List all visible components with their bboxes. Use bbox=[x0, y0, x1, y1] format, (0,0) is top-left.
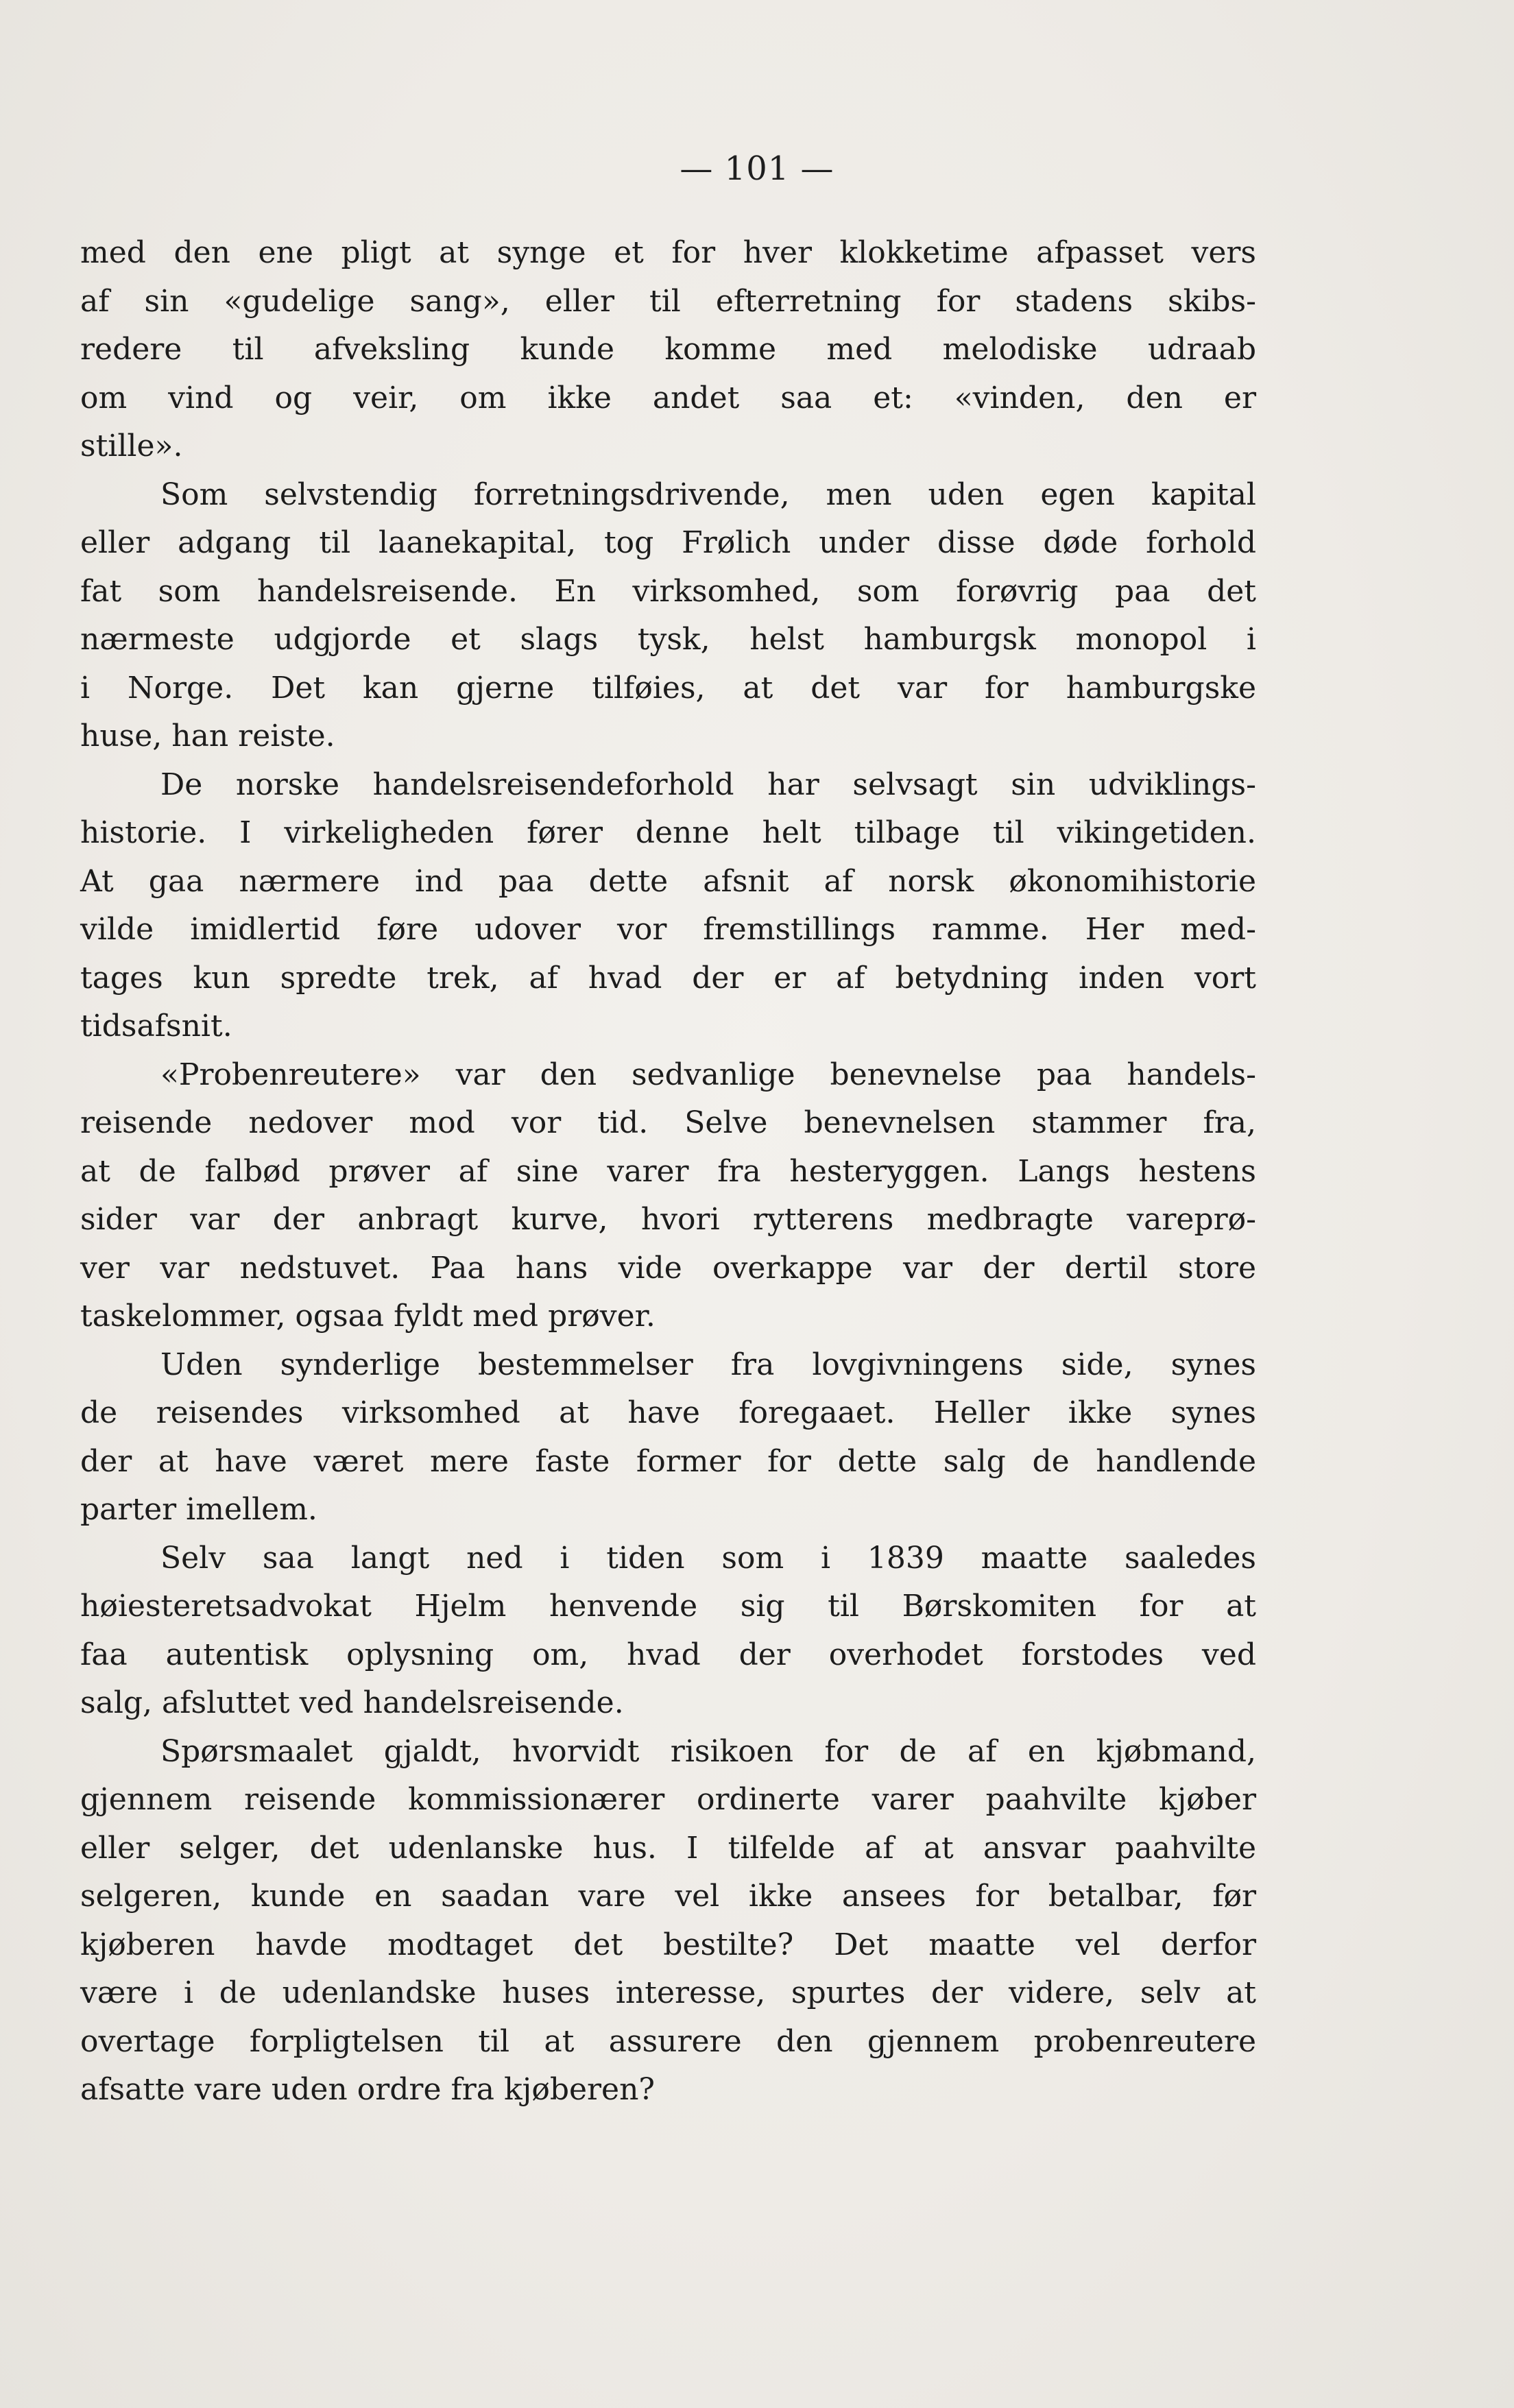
text-line: faa autentisk oplysning om, hvad der overhodet forstodes ved bbox=[80, 1637, 1256, 1672]
page-number: — 101 — bbox=[680, 149, 834, 188]
text-line: eller adgang til laanekapital, tog Frølich under disse døde forhold bbox=[80, 525, 1256, 560]
text-line: overtage forpligtelsen til at assurere den gjennem probenreutere bbox=[80, 2023, 1256, 2059]
text-line: «Probenreutere» var den sedvanlige benevnelse paa handels- bbox=[160, 1057, 1256, 1092]
body-text bbox=[80, 229, 1256, 2115]
text-line: ver var nedstuvet. Paa hans vide overkappe var der dertil store bbox=[80, 1250, 1256, 1286]
text-line: Spørsmaalet gjaldt, hvorvidt risikoen for de af en kjøbmand, bbox=[160, 1733, 1256, 1769]
text-line: nærmeste udgjorde et slags tysk, helst hamburgsk monopol i bbox=[80, 622, 1256, 657]
text-line: at de falbød prøver af sine varer fra hesteryggen. Langs hestens bbox=[80, 1153, 1256, 1189]
text-line: vilde imidlertid føre udover vor fremstillings ramme. Her med- bbox=[80, 912, 1256, 947]
text-line: salg, afsluttet ved handelsreisende. bbox=[80, 1685, 624, 1720]
text-line: Uden synderlige bestemmelser fra lovgivningens side, synes bbox=[160, 1347, 1256, 1382]
text-line: der at have været mere faste former for dette salg de handlende bbox=[80, 1443, 1256, 1479]
text-line: sider var der anbragt kurve, hvori rytterens medbragte vareprø- bbox=[80, 1202, 1256, 1237]
text-line: tidsafsnit. bbox=[80, 1009, 232, 1044]
text-line: Selv saa langt ned i tiden som i 1839 maatte saaledes bbox=[160, 1540, 1256, 1576]
text-line: selgeren, kunde en saadan vare vel ikke ansees for betalbar, før bbox=[80, 1879, 1256, 1914]
text-line: i Norge. Det kan gjerne tilføies, at det var for hamburgske bbox=[80, 670, 1256, 706]
text-line: med den ene pligt at synge et for hver klokketime afpasset vers bbox=[80, 235, 1256, 270]
text-line: fat som handelsreisende. En virksomhed, som forøvrig paa det bbox=[80, 573, 1256, 609]
text-line: historie. I virkeligheden fører denne helt tilbage til vikingetiden. bbox=[80, 815, 1256, 850]
text-line: Som selvstendig forretningsdrivende, men uden egen kapital bbox=[160, 477, 1256, 512]
text-line: høiesteretsadvokat Hjelm henvende sig til Børskomiten for at bbox=[80, 1589, 1256, 1624]
text-line: taskelommer, ogsaa fyldt med prøver. bbox=[80, 1299, 656, 1334]
text-line: af sin «gudelige sang», eller til efterretning for stadens skibs- bbox=[80, 283, 1256, 319]
text-line: De norske handelsreisendeforhold har selvsagt sin udviklings- bbox=[160, 767, 1256, 802]
text-line: At gaa nærmere ind paa dette afsnit af norsk økonomihistorie bbox=[80, 863, 1256, 899]
text-line: tages kun spredte trek, af hvad der er af betydning inden vort bbox=[80, 960, 1256, 996]
text-line: parter imellem. bbox=[80, 1492, 317, 1527]
text-line: gjennem reisende kommissionærer ordinerte varer paahvilte kjøber bbox=[80, 1782, 1256, 1817]
text-line: huse, han reiste. bbox=[80, 719, 335, 754]
text-line: de reisendes virksomhed at have foregaaet. Heller ikke synes bbox=[80, 1395, 1256, 1430]
text-line: stille». bbox=[80, 429, 183, 463]
text-line: afsatte vare uden ordre fra kjøberen? bbox=[80, 2072, 656, 2107]
text-line: kjøberen havde modtaget det bestilte? Det maatte vel derfor bbox=[80, 1927, 1256, 1962]
text-line: om vind og veir, om ikke andet saa et: «vinden, den er bbox=[80, 380, 1256, 416]
text-line: redere til afveksling kunde komme med melodiske udraab bbox=[80, 332, 1256, 367]
text-line: være i de udenlandske huses interesse, spurtes der videre, selv at bbox=[80, 1975, 1256, 2010]
text-line: eller selger, det udenlanske hus. I tilfelde af at ansvar paahvilte bbox=[80, 1830, 1256, 1866]
text-line: reisende nedover mod vor tid. Selve benevnelsen stammer fra, bbox=[80, 1105, 1256, 1140]
